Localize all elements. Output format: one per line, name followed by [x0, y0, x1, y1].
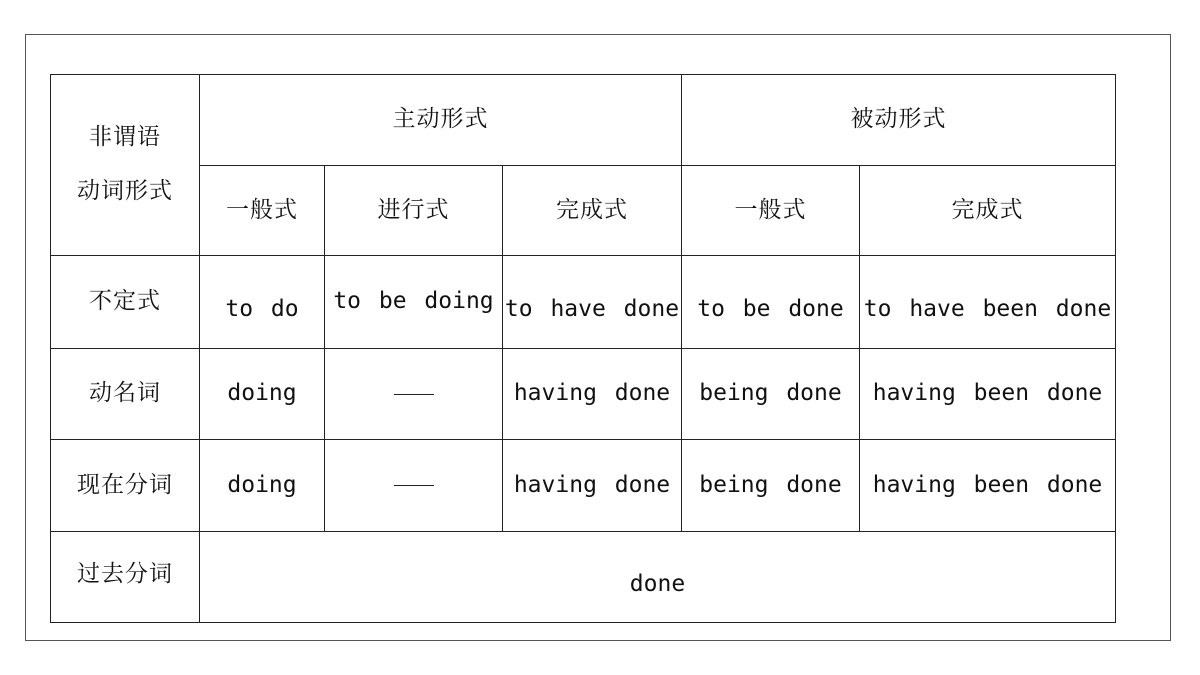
corner-header-line2: 动词形式	[77, 178, 173, 204]
header-row-aspects	[51, 166, 1116, 256]
table-cell: to have done	[503, 256, 682, 349]
table-cell: having been done	[860, 349, 1116, 440]
active-progressive-header: 进行式	[325, 166, 503, 256]
table-row-present-participle	[51, 440, 1116, 532]
active-form-header: 主动形式	[200, 75, 682, 166]
merged-cell: done	[200, 532, 1116, 623]
corner-header	[51, 75, 200, 256]
table-cell: doing	[200, 349, 325, 440]
header-row-groups	[51, 75, 1116, 166]
table-cell: to be doing	[325, 256, 503, 349]
table-row-infinitive	[51, 256, 1116, 349]
row-label: 过去分词	[51, 532, 200, 623]
table-cell: being done	[682, 440, 860, 532]
passive-simple-header: 一般式	[682, 166, 860, 256]
passive-perfect-header: 完成式	[860, 166, 1116, 256]
dash-mark	[394, 485, 434, 486]
active-simple-header: 一般式	[200, 166, 325, 256]
row-label: 动名词	[51, 349, 200, 440]
table-cell: being done	[682, 349, 860, 440]
table-cell: having done	[503, 440, 682, 532]
table-row-past-participle	[51, 532, 1116, 623]
corner-header-line1: 非谓语	[89, 124, 161, 151]
dash-mark	[394, 394, 434, 395]
table-cell: to do	[200, 256, 325, 349]
table-row-gerund	[51, 349, 1116, 440]
table-cell: to be done	[682, 256, 860, 349]
table-cell: to have been done	[860, 256, 1116, 349]
table-cell: doing	[200, 440, 325, 532]
active-perfect-header: 完成式	[503, 166, 682, 256]
table-cell: having been done	[860, 440, 1116, 532]
empty-cell-dash	[325, 349, 503, 440]
non-finite-verb-forms-table	[50, 74, 1116, 623]
empty-cell-dash	[325, 440, 503, 532]
row-label: 不定式	[51, 256, 200, 349]
passive-form-header: 被动形式	[682, 75, 1116, 166]
row-label: 现在分词	[51, 440, 200, 532]
table-cell: having done	[503, 349, 682, 440]
